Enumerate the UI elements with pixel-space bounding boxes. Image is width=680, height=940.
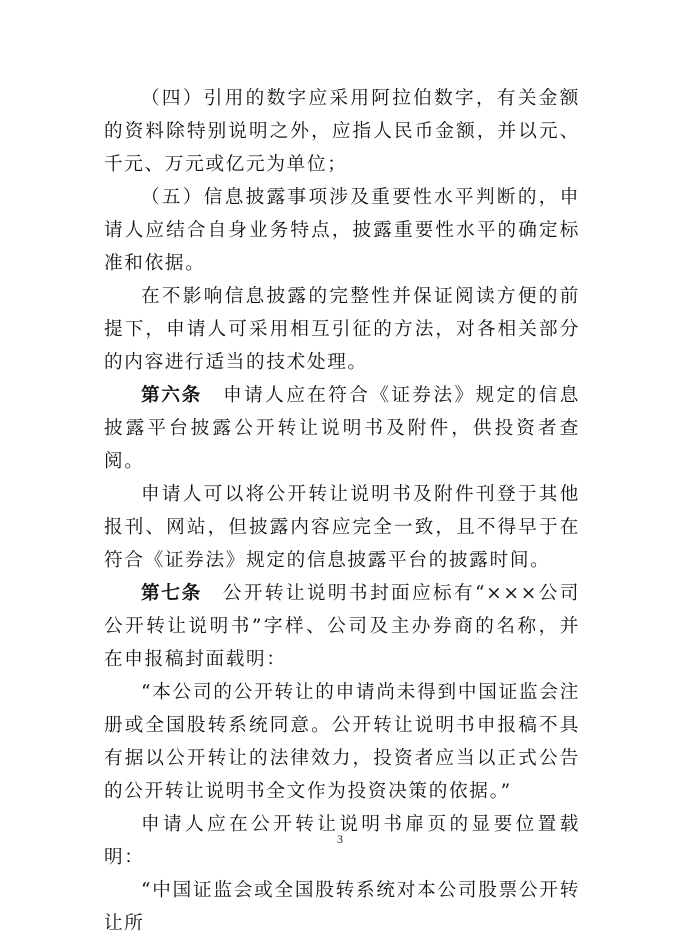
article-6-paragraph: 第六条 申请人应在符合《证券法》规定的信息披露平台披露公开转让说明书及附件，供投资者查阅。 (104, 385, 580, 472)
paragraph: 申请人可以将公开转让说明书及附件刊登于其他报刊、网站，但披露内容应完全一致，且不得早于在符合《证券法》规定的信息披露平台的披露时间。 (104, 484, 580, 571)
body-text (104, 82, 580, 940)
paragraph: 在不影响信息披露的完整性并保证阅读方便的前提下，申请人可采用相互引征的方法，对各相关部分的内容进行适当的技术处理。 (104, 286, 580, 373)
paragraph: （四）引用的数字应采用阿拉伯数字，有关金额的资料除特别说明之外，应指人民币金额，并以元、千元、万元或亿元为单位； (104, 88, 580, 175)
page-number: 3 (337, 832, 343, 846)
paragraph: （五）信息披露事项涉及重要性水平判断的，申请人应结合自身业务特点，披露重要性水平的确定标准和依据。 (104, 187, 580, 274)
quoted-statement: “本公司的公开转让的申请尚未得到中国证监会注册或全国股转系统同意。公开转让说明书申报稿不具有据以公开转让的法律效力，投资者应当以正式公告的公开转让说明书全文作为投资决策的依据。” (104, 682, 580, 802)
quoted-statement: “中国证监会或全国股转系统对本公司股票公开转让所 (104, 880, 580, 934)
article-label: 第六条 (141, 385, 203, 406)
article-label: 第七条 (141, 583, 202, 604)
article-7-paragraph: 第七条 公开转让说明书封面应标有“×××公司公开转让说明书”字样、公司及主办券商的名称，并在申报稿封面载明： (104, 583, 580, 670)
paragraph: 申请人应在公开转让说明书扉页的显要位置载明： (104, 814, 580, 868)
